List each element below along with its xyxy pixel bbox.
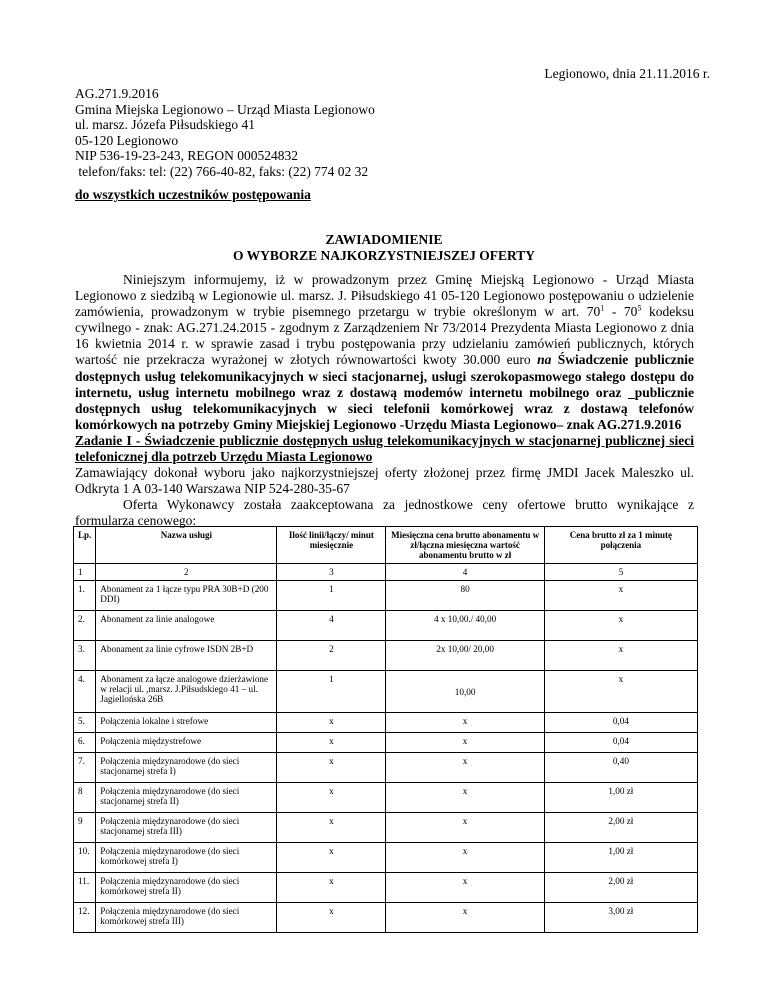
cell-minute-price: x <box>544 641 697 671</box>
cell-minute-price: x <box>544 581 697 611</box>
cell-quantity: x <box>277 713 386 733</box>
cell-monthly-price: 10,00 <box>386 671 544 713</box>
cell-monthly-price: x <box>386 733 544 753</box>
selection-paragraph: Zamawiający dokonał wyboru jako najkorzystniejszej oferty złożonej przez firmę JMDI Jacek Maleszko ul. Odkryta 1 A 03-140 Warszawa NIP 524-280-35-67 <box>75 465 694 497</box>
cell-minute-price: 0,04 <box>544 733 697 753</box>
title-line-1: ZAWIADOMIENIE <box>325 232 443 247</box>
cell-monthly-price: x <box>386 783 544 813</box>
superscript-5: 5 <box>637 303 642 313</box>
table-row <box>74 813 698 843</box>
cell-lp: 1. <box>74 581 96 611</box>
cell-service: Połączenia międzynarodowe (do sieci komórkowej strefa III) <box>96 903 277 933</box>
reference-number: AG.271.9.2016 <box>75 86 159 101</box>
cell-minute-price: 0,04 <box>544 713 697 733</box>
cell-minute-price: 2,00 zł <box>544 873 697 903</box>
header-lp: Lp. <box>74 527 96 564</box>
table-row <box>74 843 698 873</box>
cell-monthly-price: 2x 10,00/ 20,00 <box>386 641 544 671</box>
table-header-row <box>74 527 698 564</box>
cell-quantity: x <box>277 783 386 813</box>
cell-monthly-price: x <box>386 873 544 903</box>
cell-lp: 2. <box>74 611 96 641</box>
recipient-line: do wszystkich uczestników postępowania <box>75 187 311 202</box>
cell-minute-price: 1,00 zł <box>544 843 697 873</box>
header-quantity: Ilość linii/łączy/ minut miesięcznie <box>277 527 386 564</box>
cell-minute-price: x <box>544 611 697 641</box>
cell-monthly-price: x <box>386 753 544 783</box>
cell-monthly-price: 4 x 10,00./ 40,00 <box>386 611 544 641</box>
tax-ids: NIP 536-19-23-243, REGON 000524832 <box>75 148 298 163</box>
cell-lp: 8 <box>74 783 96 813</box>
table-row <box>74 733 698 753</box>
cell-monthly-price: x <box>386 903 544 933</box>
cell-service: Połączenia międzynarodowe (do sieci stacjonarnej strefa III) <box>96 813 277 843</box>
table-number-row <box>74 564 698 581</box>
superscript-1: 1 <box>600 303 605 313</box>
cell-quantity: x <box>277 753 386 783</box>
intro-text-b: - 70 <box>604 304 638 320</box>
table-row <box>74 873 698 903</box>
cell-monthly-price: x <box>386 843 544 873</box>
header-monthly-price: Miesięczna cena brutto abonamentu w zł/łączna miesięczna wartość abonamentu brutto w zł <box>386 527 544 564</box>
document-body <box>75 272 694 530</box>
cell-lp: 7. <box>74 753 96 783</box>
table-row <box>74 903 698 933</box>
header-minute-price: Cena brutto zł za 1 minutę połączenia <box>544 527 697 564</box>
offer-paragraph: Oferta Wykonawcy została zaakceptowana za jednostkowe ceny ofertowe brutto wynikające z formularza cenowego: <box>75 497 694 529</box>
cell-quantity: x <box>277 903 386 933</box>
cell-monthly-price: x <box>386 713 544 733</box>
sender-header <box>75 86 375 179</box>
intro-text-c: kodeksu cywilnego - znak: AG.271.24.2015 - zgodnym z Zarządzeniem Nr 73/2014 Prezydenta Miasta Legionowo z dnia 16 kwietnia 2014 r. w sprawie zasad i trybu postępowania przy udzielaniu zamówień publicznych, których wartość nie przekracza wyrażonej w złotych równowartości kwoty 30.000 euro <box>75 304 694 368</box>
cell-service: Połączenia międzystrefowe <box>96 733 277 753</box>
cell-service: Abonament za linie cyfrowe ISDN 2B+D <box>96 641 277 671</box>
column-number: 1 <box>74 564 96 581</box>
header-service: Nazwa usługi <box>96 527 277 564</box>
document-title <box>0 232 768 264</box>
cell-quantity: 1 <box>277 671 386 713</box>
cell-service: Abonament za linie analogowe <box>96 611 277 641</box>
cell-quantity: x <box>277 733 386 753</box>
cell-monthly-price: 80 <box>386 581 544 611</box>
cell-quantity: x <box>277 843 386 873</box>
table-row <box>74 713 698 733</box>
organization-name: Gmina Miejska Legionowo – Urząd Miasta Legionowo <box>75 101 375 117</box>
cell-lp: 3. <box>74 641 96 671</box>
cell-minute-price: 1,00 zł <box>544 783 697 813</box>
column-number: 4 <box>386 564 544 581</box>
cell-quantity: 4 <box>277 611 386 641</box>
table-row <box>74 783 698 813</box>
city-address: 05-120 Legionowo <box>75 132 179 148</box>
cell-service: Połączenia międzynarodowe (do sieci stacjonarnej strefa II) <box>96 783 277 813</box>
column-number: 3 <box>277 564 386 581</box>
cell-service: Połączenia międzynarodowe (do sieci komórkowej strefa I) <box>96 843 277 873</box>
cell-quantity: 1 <box>277 581 386 611</box>
column-number: 5 <box>544 564 697 581</box>
task-title: Zadanie I - Świadczenie publicznie dostępnych usług telekomunikacyjnych w stacjonarnej publicznej sieci telefonicznej dla potrzeb Urzędu Miasta Legionowo <box>75 432 694 465</box>
table-row <box>74 753 698 783</box>
cell-lp: 9 <box>74 813 96 843</box>
price-table <box>73 526 698 933</box>
column-number: 2 <box>96 564 277 581</box>
cell-monthly-price: x <box>386 813 544 843</box>
cell-service: Połączenia międzynarodowe (do sieci stacjonarnej strefa I) <box>96 753 277 783</box>
cell-service: Połączenia międzynarodowe (do sieci komórkowej strefa II) <box>96 873 277 903</box>
intro-text-a: Niniejszym informujemy, iż w prowadzonym przez Gminę Miejską Legionowo - Urząd Miasta Legionowo z siedzibą w Legionowie ul. marsz. J. Piłsudskiego 41 05-120 Legionowo postępowaniu o udzielenie zamówienia, prowadzonym w trybie pisemnego przetargu w trybie określonym w art. 70 <box>75 272 694 320</box>
cell-lp: 4. <box>74 671 96 713</box>
intro-na: na <box>537 352 552 368</box>
table-row <box>74 611 698 641</box>
contract-subject: Świadczenie publicznie dostępnych usług telekomunikacyjnych w sieci stacjonarnej, usługi szerokopasmowego stałego dostępu do internetu, usług internetu mobilnego wraz z dostawą modemów internetu mobilnego oraz _publicznie dostępnych usług telekomunikacyjnych w sieci telefonii komórkowej wraz z dostawą telefonów komórkowych na potrzeby Gminy Miejskiej Legionowo -Urzędu Miasta Legionowo– znak AG.271.9.2016 <box>75 352 694 432</box>
table-row <box>74 671 698 713</box>
cell-quantity: x <box>277 873 386 903</box>
cell-service: Abonament za łącze analogowe dzierżawione w relacji ul. ,marsz. J.Piłsudskiego 41 – ul. Jagiellońska 26B <box>96 671 277 713</box>
cell-minute-price: 2,00 zł <box>544 813 697 843</box>
cell-lp: 10. <box>74 843 96 873</box>
table-row <box>74 641 698 671</box>
phone-fax: telefon/faks: tel: (22) 766-40-82, faks: (22) 774 02 32 <box>75 163 369 179</box>
cell-minute-price: 3,00 zł <box>544 903 697 933</box>
cell-quantity: 2 <box>277 641 386 671</box>
title-line-2: O WYBORZE NAJKORZYSTNIEJSZEJ OFERTY <box>233 248 535 263</box>
date-line: Legionowo, dnia 21.11.2016 r. <box>544 66 710 81</box>
cell-minute-price: 0,40 <box>544 753 697 783</box>
cell-service: Abonament za 1 łącze typu PRA 30B+D (200 DDI) <box>96 581 277 611</box>
cell-lp: 11. <box>74 873 96 903</box>
cell-minute-price: x <box>544 671 697 713</box>
street-address: ul. marsz. Józefa Piłsudskiego 41 <box>75 117 255 132</box>
cell-lp: 6. <box>74 733 96 753</box>
table-row <box>74 581 698 611</box>
cell-lp: 12. <box>74 903 96 933</box>
cell-service: Połączenia lokalne i strefowe <box>96 713 277 733</box>
intro-paragraph <box>75 272 694 433</box>
cell-lp: 5. <box>74 713 96 733</box>
cell-quantity: x <box>277 813 386 843</box>
